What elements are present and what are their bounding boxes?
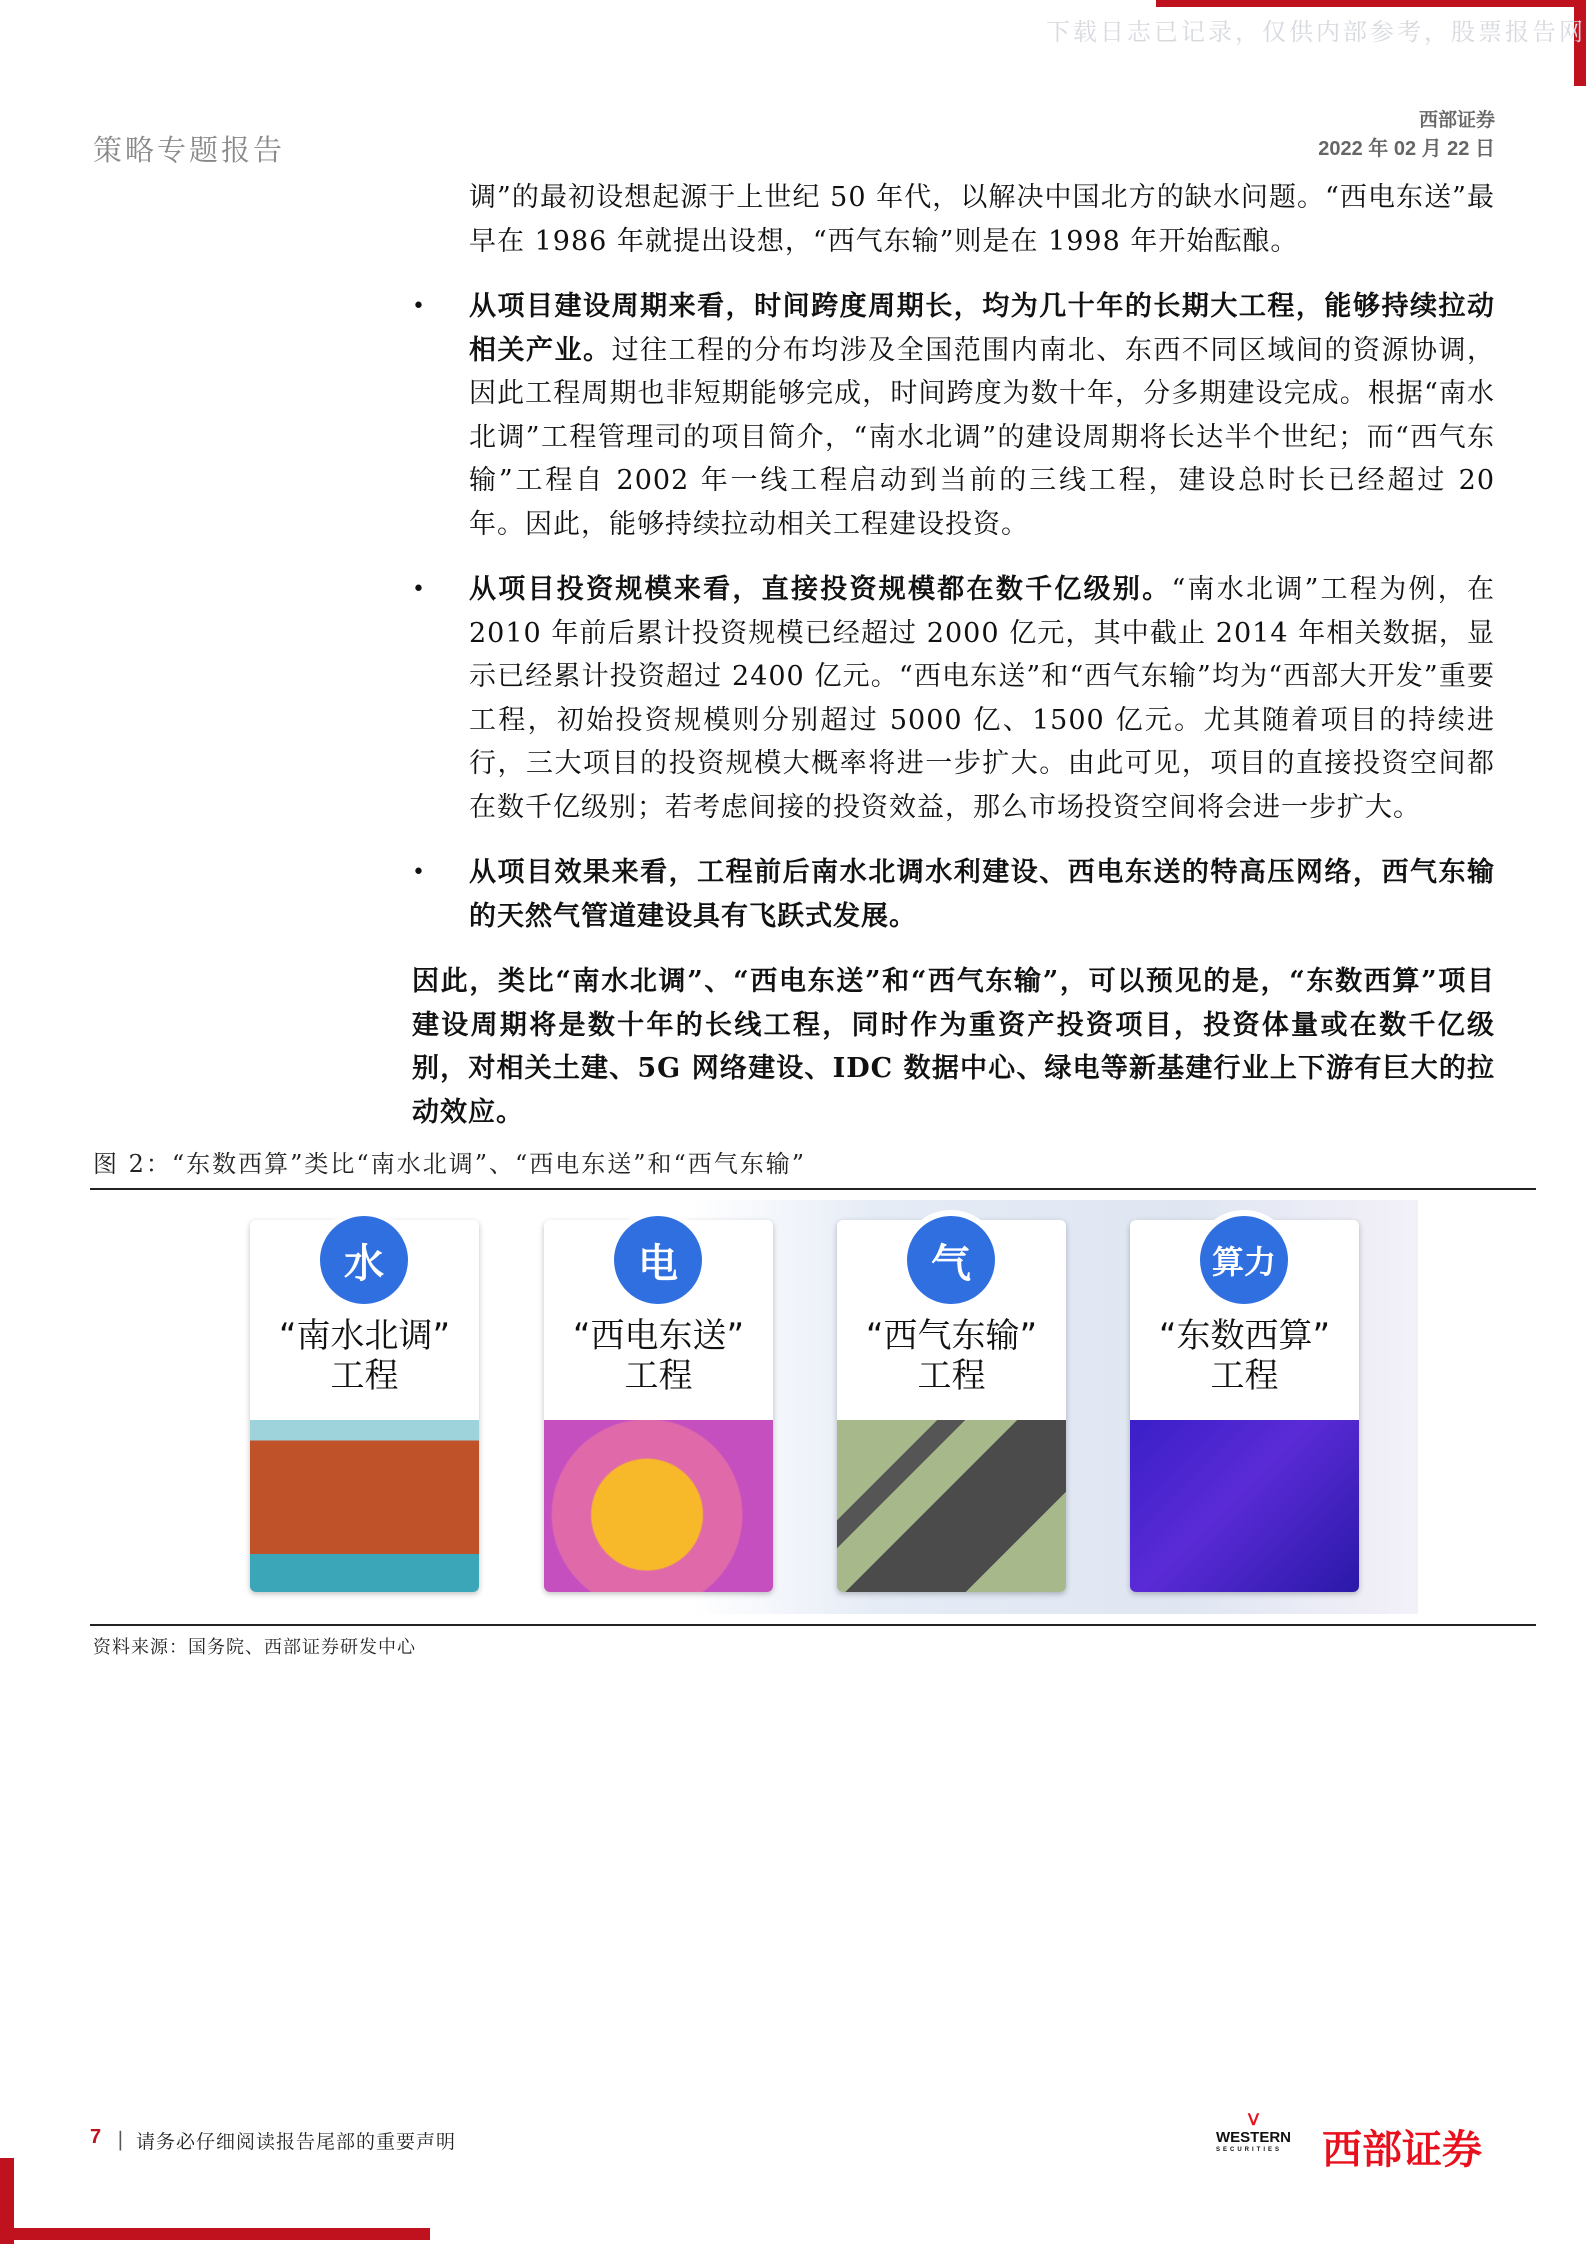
footer-notice: 请务必仔细阅读报告尾部的重要声明: [136, 2131, 457, 2153]
card-subtitle: 工程: [624, 1356, 693, 1396]
top-red-bar: [1156, 0, 1586, 7]
footer-separator: |: [117, 2127, 124, 2151]
power-illustration: [544, 1420, 773, 1592]
badge-water: 水: [314, 1210, 414, 1310]
bull-logo-icon: ᐯ: [1248, 2112, 1259, 2129]
logo-chinese: 西部证券: [1322, 2127, 1482, 2173]
logo-english-sub: SECURITIES: [1216, 2147, 1283, 2153]
report-date: 2022 年 02 月 22 日: [1318, 138, 1495, 160]
logo-english: WESTERN: [1216, 2129, 1291, 2146]
figure-image: [208, 1200, 1418, 1614]
page-number: 7: [90, 2126, 102, 2148]
bottom-red-bar: [0, 2228, 430, 2240]
card-title-line: “南水北调”: [278, 1316, 451, 1356]
card-subtitle: 工程: [1210, 1356, 1279, 1396]
header-brand: 西部证券: [1418, 109, 1495, 131]
bullet-1-lead: 从项目建设周期来看，时间跨度周期长，均为几十年的长期大工程，能够持续拉动相关产业。: [469, 291, 1495, 366]
bullet-1-text: 过往工程的分布均涉及全国范围内南北、东西不同区域间的资源协调，因此工程周期也非短期能够完成，时间跨度为数十年，分多期建设完成。根据“南水北调”工程管理司的项目简介，“南水北调”的建设周期将长达半个世纪；而“西气东输”工程自 2002 年一线工程启动到当前的三线工程，建设总时长已经超过 20 年。因此，能够持续拉动相关工程建设投资。: [469, 334, 1496, 540]
intro-paragraph: 调”的最初设想起源于上世纪 50 年代，以解决中国北方的缺水问题。“西电东送”最早在 1986 年就提出设想，“西气东输”则是在 1998 年开始酝酿。: [469, 182, 1495, 257]
card-computing: [1130, 1220, 1359, 1592]
bullet-paragraph-1: [412, 285, 1496, 546]
card-electricity: [544, 1220, 773, 1592]
card-title: [250, 1316, 479, 1396]
company-logo: [1216, 2112, 1291, 2154]
bullet-symbol: •: [412, 860, 426, 885]
watermark: 下载日志已记录，仅供内部参考，股票报告网: [1046, 18, 1586, 46]
bullet-3-lead: 从项目效果来看，工程前后南水北调水利建设、西电东送的特高压网络，西气东输的天然气管道建设具有飞跃式发展。: [469, 857, 1495, 932]
gas-plant-illustration: [837, 1420, 1066, 1592]
bullet-2-lead: 从项目投资规模来看，直接投资规模都在数千亿级别。: [469, 574, 1172, 605]
conclusion-paragraph: 因此，类比“南水北调”、“西电东送”和“西气东输”，可以预见的是，“东数西算”项目建设周期将是数十年的长线工程，同时作为重资产投资项目，投资体量或在数千亿级别，对相关土建、5G 网络建设、IDC 数据中心、绿电等新基建行业上下游有巨大的拉动效应。: [412, 966, 1495, 1128]
card-title: [544, 1316, 773, 1396]
bullet-paragraph-2: [412, 568, 1496, 829]
badge-computing: 算力: [1194, 1210, 1294, 1310]
figure-top-rule: [90, 1188, 1536, 1190]
bullet-2-text: “南水北调”工程为例，在 2010 年前后累计投资规模已经超过 2000 亿元，其中截止 2014 年相关数据，显示已经累计投资超过 2400 亿元。“西电东送”和“西气东输”均为“西部大开发”重要工程，初始投资规模则分别超过 5000 亿、1500 亿元。尤其随着项目的持续进行，三大项目的投资规模大概率将进一步扩大。由此可见，项目的直接投资空间都在数千亿级别；若考虑间接的投资效益，那么市场投资空间将会进一步扩大。: [469, 574, 1496, 823]
bullet-symbol: •: [412, 577, 426, 602]
card-title-line: “东数西算”: [1158, 1316, 1331, 1356]
badge-gas: 气: [901, 1210, 1001, 1310]
bullet-symbol: •: [412, 294, 426, 319]
card-title: [837, 1316, 1066, 1396]
card-title-line: “西电东送”: [572, 1316, 745, 1356]
card-subtitle: 工程: [917, 1356, 986, 1396]
dam-illustration: [250, 1420, 479, 1592]
card-title-line: “西气东输”: [865, 1316, 1038, 1356]
figure-caption: 图 2：“东数西算”类比“南水北调”、“西电东送”和“西气东输”: [93, 1150, 807, 1178]
card-subtitle: 工程: [330, 1356, 399, 1396]
figure-source: 资料来源：国务院、西部证券研发中心: [93, 1637, 416, 1658]
card-water: [250, 1220, 479, 1592]
bullet-paragraph-3: [412, 851, 1495, 938]
badge-electricity: 电: [608, 1210, 708, 1310]
card-gas: [837, 1220, 1066, 1592]
main-content: [90, 176, 1536, 1660]
figure-bottom-rule: [90, 1624, 1536, 1626]
document-type: 策略专题报告: [93, 133, 286, 167]
card-title: [1130, 1316, 1359, 1396]
datacenter-illustration: [1130, 1420, 1359, 1592]
